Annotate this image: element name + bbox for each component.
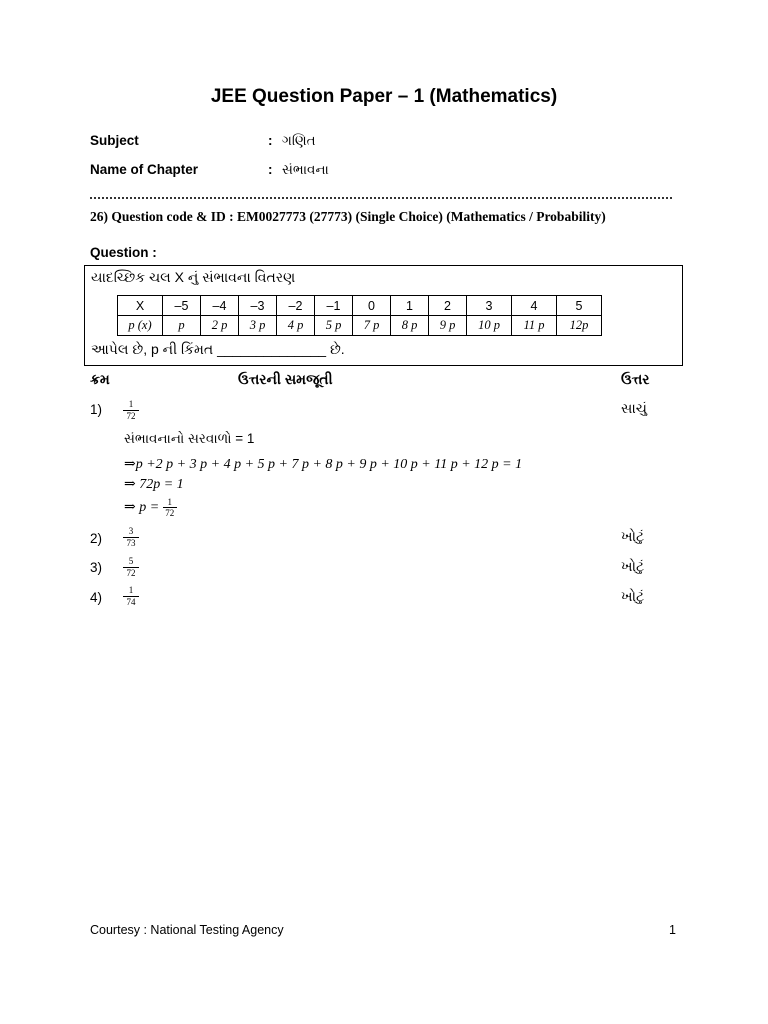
option-fraction: [122, 399, 140, 421]
fraction-denominator: 73: [126, 538, 136, 548]
solution-equation: ⇒ 72p = 1: [124, 477, 184, 492]
option-number: 2): [90, 531, 103, 546]
fraction-numerator: 1: [128, 585, 134, 595]
question-box: [84, 265, 683, 366]
fraction-numerator: 3: [128, 526, 134, 536]
option-number: 1): [90, 402, 103, 417]
option-verdict: ખોટું: [621, 558, 645, 574]
option-fraction: [122, 526, 140, 548]
dotted-divider: [90, 197, 672, 199]
chapter-colon: :: [268, 162, 273, 177]
table-cell: 4 p: [277, 316, 315, 336]
page-number: 1: [669, 923, 676, 937]
table-cell: –5: [163, 296, 201, 316]
question-intro: યાદચ્છિક ચલ X નું સંભાવના વિતરણ: [91, 269, 296, 285]
solution-line: સંભાવનાનો સરવાળો = 1: [124, 431, 255, 446]
table-cell: 10 p: [467, 316, 512, 336]
table-cell: 8 p: [391, 316, 429, 336]
distribution-table: [117, 295, 602, 336]
table-cell: 5: [557, 296, 602, 316]
table-cell: 7 p: [353, 316, 391, 336]
page-title: JEE Question Paper – 1 (Mathematics): [210, 86, 558, 107]
table-cell: 0: [353, 296, 391, 316]
table-cell: 9 p: [429, 316, 467, 336]
table-cell: 3: [467, 296, 512, 316]
option-fraction: [122, 556, 140, 578]
chapter-value: સંભાવના: [282, 162, 329, 177]
footer-courtesy: Courtesy : National Testing Agency: [90, 923, 284, 937]
question-header: 26) Question code & ID : EM0027773 (27773) (Single Choice) (Mathematics / Probability): [90, 209, 606, 224]
table-row-p: [118, 316, 602, 336]
option-verdict: ખોટું: [621, 588, 645, 604]
solution-equation: ⇒ p =: [124, 500, 163, 516]
table-cell: –4: [201, 296, 239, 316]
solution-line: [124, 497, 177, 518]
solution-line: [124, 476, 184, 493]
answer-header: ઉત્તર: [621, 371, 650, 387]
table-cell: p (x): [118, 316, 163, 336]
table-cell: –3: [239, 296, 277, 316]
table-cell: 3 p: [239, 316, 277, 336]
fraction-numerator: 5: [128, 556, 134, 566]
fraction-numerator: 1: [128, 399, 134, 409]
option-number: 4): [90, 590, 103, 605]
solution-equation: ⇒p +2 p + 3 p + 4 p + 5 p + 7 p + 8 p + 9 p + 10 p + 11 p + 12 p = 1: [124, 457, 523, 472]
option-fraction: [122, 585, 140, 607]
table-cell: 5 p: [315, 316, 353, 336]
serial-header: ક્રમ: [90, 371, 110, 387]
table-cell: 11 p: [512, 316, 557, 336]
table-row-x: [118, 296, 602, 316]
question-outro: આપેલ છે, p ની કિંમત ______________ છે.: [91, 341, 345, 357]
chapter-label: Name of Chapter: [90, 162, 199, 177]
table-cell: –1: [315, 296, 353, 316]
option-verdict: ખોટું: [621, 528, 645, 544]
table-cell: 4: [512, 296, 557, 316]
fraction-denominator: 72: [165, 508, 175, 518]
solution-fraction: [163, 497, 177, 518]
option-number: 3): [90, 560, 103, 575]
fraction-numerator: 1: [167, 497, 172, 507]
subject-label: Subject: [90, 133, 139, 148]
table-cell: p: [163, 316, 201, 336]
subject-value: ગણિત: [282, 133, 316, 148]
subject-colon: :: [268, 133, 273, 148]
table-cell: 2: [429, 296, 467, 316]
fraction-denominator: 74: [126, 597, 136, 607]
solution-line: [124, 456, 522, 473]
table-cell: 1: [391, 296, 429, 316]
table-cell: 2 p: [201, 316, 239, 336]
fraction-denominator: 72: [126, 411, 136, 421]
table-cell: 12p: [557, 316, 602, 336]
question-label: Question :: [90, 245, 157, 260]
table-cell: –2: [277, 296, 315, 316]
fraction-denominator: 72: [126, 568, 136, 578]
option-verdict: સાચું: [621, 400, 647, 416]
explanation-header: ઉત્તરની સમજૂતી: [238, 371, 333, 387]
table-cell: X: [118, 296, 163, 316]
